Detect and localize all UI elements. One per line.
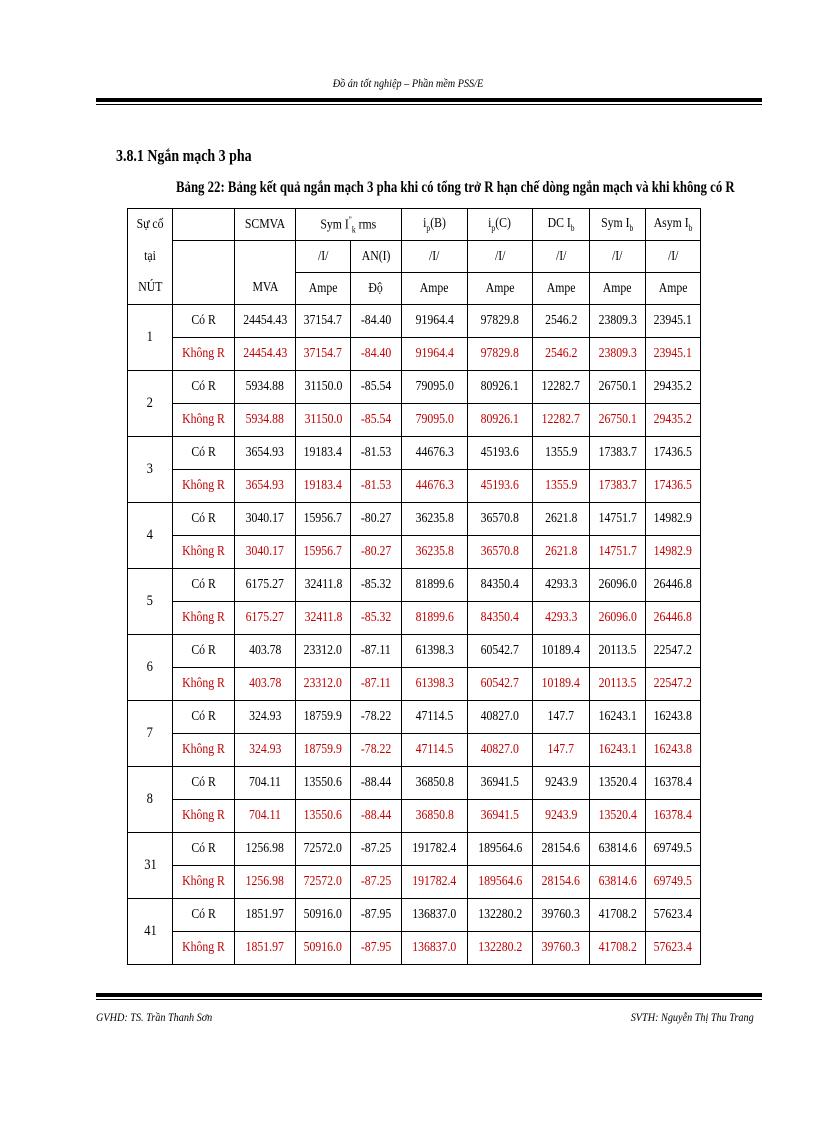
table-cell: 17383.7 [590,437,646,470]
table-cell: 45193.6 [468,470,533,503]
table-cell: 44676.3 [402,437,468,470]
table-cell: 4293.3 [533,569,590,602]
table-cell: 60542.7 [468,668,533,701]
table-cell: 60542.7 [468,635,533,668]
table-cell: -87.25 [351,866,402,899]
table-cell: 36570.8 [468,536,533,569]
table-cell: 9243.9 [533,767,590,800]
table-cell: 57623.4 [646,932,701,965]
table-cell: 17436.5 [646,437,701,470]
table-cell: 13550.6 [296,767,351,800]
table-cell: 20113.5 [590,635,646,668]
table-cell: 324.93 [235,734,296,767]
table-cell: 31150.0 [296,371,351,404]
col-ip-c: $i_p(C)$ [468,209,533,241]
table-cell: 81899.6 [402,569,468,602]
table-cell: 704.11 [235,767,296,800]
table-cell: 22547.2 [646,668,701,701]
label-without-r: Không R [173,932,235,965]
footer-rule-thin [96,999,762,1000]
footer-supervisor: GVHD: TS. Trần Thanh Sơn [96,1010,213,1024]
table-cell: 97829.8 [468,338,533,371]
table-cell: 47114.5 [402,734,468,767]
table-cell: 26750.1 [590,404,646,437]
table-cell: 19183.4 [296,437,351,470]
table-cell: 40827.0 [468,734,533,767]
bus-id: 5 [128,569,173,635]
table-cell: 1256.98 [235,833,296,866]
table-cell: 18759.9 [296,734,351,767]
table-cell: 16243.1 [590,734,646,767]
table-cell: 24454.43 [235,338,296,371]
page-header-title: Đồ án tốt nghiệp – Phần mềm PSS/E [332,76,484,90]
table-cell: 22547.2 [646,635,701,668]
table-cell: 14751.7 [590,536,646,569]
results-table [127,208,701,965]
table-cell: -85.32 [351,602,402,635]
table-cell: 36235.8 [402,503,468,536]
table-cell: 19183.4 [296,470,351,503]
label-with-r: Có R [173,899,235,932]
table-cell: -80.27 [351,536,402,569]
table-cell: 2546.2 [533,338,590,371]
table-cell: 23945.1 [646,305,701,338]
table-cell: 14982.9 [646,536,701,569]
table-cell: 16243.8 [646,734,701,767]
table-cell: 41708.2 [590,899,646,932]
col-asym-ib: Asym $I_b$ [646,209,701,241]
table-cell: 16243.8 [646,701,701,734]
bus-id: 3 [128,437,173,503]
table-cell: 79095.0 [402,371,468,404]
table-cell: 24454.43 [235,305,296,338]
table-cell: -87.11 [351,635,402,668]
table-cell: 26096.0 [590,569,646,602]
table-cell: 97829.8 [468,305,533,338]
table-cell: 39760.3 [533,932,590,965]
table-cell: 17383.7 [590,470,646,503]
table-cell: 26096.0 [590,602,646,635]
table-cell: 47114.5 [402,701,468,734]
table-cell: 23809.3 [590,305,646,338]
fault-header: Sự cố [128,209,173,241]
table-cell: 12282.7 [533,371,590,404]
table-cell: -87.11 [351,668,402,701]
table-cell: 79095.0 [402,404,468,437]
table-row-without-r [128,800,701,833]
table-cell: 324.93 [235,701,296,734]
table-cell: 61398.3 [402,635,468,668]
table-cell: 4293.3 [533,602,590,635]
table-cell: 26446.8 [646,569,701,602]
table-cell: 191782.4 [402,866,468,899]
table-cell: 3040.17 [235,503,296,536]
label-with-r: Có R [173,569,235,602]
table-cell: 15956.7 [296,503,351,536]
table-cell: 16243.1 [590,701,646,734]
table-cell: 191782.4 [402,833,468,866]
table-row-with-r [128,569,701,602]
table-cell: 50916.0 [296,899,351,932]
table-cell: 63814.6 [590,833,646,866]
bus-id: 2 [128,371,173,437]
label-without-r: Không R [173,470,235,503]
table-row-with-r [128,371,701,404]
header-rule-thick [96,98,762,102]
table-cell: 80926.1 [468,371,533,404]
table-cell: 189564.6 [468,866,533,899]
table-row-without-r [128,932,701,965]
table-row-with-r [128,305,701,338]
table-cell: 189564.6 [468,833,533,866]
header-row-1 [128,209,701,241]
table-cell: 23945.1 [646,338,701,371]
label-with-r: Có R [173,635,235,668]
table-cell: 16378.4 [646,800,701,833]
bus-id: 6 [128,635,173,701]
table-cell: 3654.93 [235,437,296,470]
table-cell: 13520.4 [590,767,646,800]
label-with-r: Có R [173,503,235,536]
table-cell: 50916.0 [296,932,351,965]
label-without-r: Không R [173,866,235,899]
table-cell: 36941.5 [468,767,533,800]
table-row-without-r [128,866,701,899]
table-cell: 15956.7 [296,536,351,569]
label-without-r: Không R [173,668,235,701]
table-cell: 84350.4 [468,602,533,635]
table-cell: 13520.4 [590,800,646,833]
table-row-with-r [128,437,701,470]
label-with-r: Có R [173,305,235,338]
col-scmva: SCMVA [235,209,296,241]
table-cell: 41708.2 [590,932,646,965]
table-cell: 28154.6 [533,866,590,899]
table-cell: 44676.3 [402,470,468,503]
table-cell: 3654.93 [235,470,296,503]
table-cell: 2546.2 [533,305,590,338]
label-with-r: Có R [173,833,235,866]
table-row-with-r [128,899,701,932]
col-ip-b: $i_p(B)$ [402,209,468,241]
label-without-r: Không R [173,536,235,569]
label-with-r: Có R [173,371,235,404]
table-cell: -87.95 [351,899,402,932]
table-cell: 36941.5 [468,800,533,833]
table-cell: 10189.4 [533,668,590,701]
table-cell: 9243.9 [533,800,590,833]
table-cell: 37154.7 [296,305,351,338]
bus-id: 7 [128,701,173,767]
label-without-r: Không R [173,404,235,437]
table-cell: -87.95 [351,932,402,965]
table-cell: 16378.4 [646,767,701,800]
table-cell: 147.7 [533,701,590,734]
table-row-without-r [128,668,701,701]
table-cell: 29435.2 [646,371,701,404]
table-cell: -81.53 [351,470,402,503]
label-with-r: Có R [173,701,235,734]
table-cell: 80926.1 [468,404,533,437]
table-cell: 36570.8 [468,503,533,536]
table-cell: 10189.4 [533,635,590,668]
table-cell: 40827.0 [468,701,533,734]
table-cell: -84.40 [351,305,402,338]
table-cell: 403.78 [235,635,296,668]
table-cell: -81.53 [351,437,402,470]
table-cell: -78.22 [351,734,402,767]
table-cell: 2621.8 [533,503,590,536]
table-cell: -85.54 [351,371,402,404]
header-row-3: NÚT MVA Ampe Độ Ampe Ampe Ampe Ampe Ampe [128,273,701,305]
table-cell: 23809.3 [590,338,646,371]
label-with-r: Có R [173,767,235,800]
table-cell: 18759.9 [296,701,351,734]
table-cell: 13550.6 [296,800,351,833]
table-cell: 61398.3 [402,668,468,701]
table-cell: 6175.27 [235,602,296,635]
table-cell: 91964.4 [402,305,468,338]
table-cell: 1851.97 [235,932,296,965]
table-cell: -88.44 [351,767,402,800]
table-cell: 5934.88 [235,371,296,404]
table-cell: -85.54 [351,404,402,437]
bus-id: 4 [128,503,173,569]
table-row-without-r [128,470,701,503]
label-without-r: Không R [173,800,235,833]
table-row-without-r [128,338,701,371]
table-cell: 1256.98 [235,866,296,899]
table-row-with-r [128,635,701,668]
table-cell: 72572.0 [296,833,351,866]
table-cell: -80.27 [351,503,402,536]
table-cell: 84350.4 [468,569,533,602]
table-cell: 17436.5 [646,470,701,503]
table-row-without-r [128,404,701,437]
table-cell: 23312.0 [296,668,351,701]
table-cell: 26446.8 [646,602,701,635]
table-cell: 63814.6 [590,866,646,899]
table-cell: 69749.5 [646,866,701,899]
table-cell: 136837.0 [402,932,468,965]
table-cell: 57623.4 [646,899,701,932]
col-sym-ib: Sym $I_b$ [590,209,646,241]
table-cell: 32411.8 [296,569,351,602]
table-row-with-r [128,503,701,536]
table-cell: 36850.8 [402,767,468,800]
table-cell: 45193.6 [468,437,533,470]
table-cell: 69749.5 [646,833,701,866]
table-cell: 29435.2 [646,404,701,437]
table-row-with-r [128,833,701,866]
table-row-with-r [128,701,701,734]
table-cell: 39760.3 [533,899,590,932]
table-cell: 136837.0 [402,899,468,932]
table-cell: 147.7 [533,734,590,767]
table-caption: Bảng 22: Bảng kết quả ngắn mạch 3 pha khi có tổng trở R hạn chế dòng ngắn mạch và khi không có R [176,179,735,196]
table-row-without-r [128,602,701,635]
bus-id: 1 [128,305,173,371]
table-cell: -84.40 [351,338,402,371]
table-cell: -85.32 [351,569,402,602]
bus-id: 8 [128,767,173,833]
table-cell: 704.11 [235,800,296,833]
label-without-r: Không R [173,338,235,371]
table-cell: 3040.17 [235,536,296,569]
table-cell: 12282.7 [533,404,590,437]
table-cell: 403.78 [235,668,296,701]
table-cell: 14982.9 [646,503,701,536]
label-without-r: Không R [173,602,235,635]
col-dc-ib: DC $I_b$ [533,209,590,241]
table-cell: 14751.7 [590,503,646,536]
bus-id: 31 [128,833,173,899]
table-cell: 36850.8 [402,800,468,833]
footer-student: SVTH: Nguyễn Thị Thu Trang [631,1010,754,1024]
table-cell: -87.25 [351,833,402,866]
col-sym-rms: Sym $I^"_k$ rms [296,209,402,241]
header-row-2: tại /I/ AN(I) /I/ /I/ /I/ /I/ /I/ [128,241,701,273]
table-cell: 132280.2 [468,899,533,932]
bus-id: 41 [128,899,173,965]
table-cell: 1355.9 [533,470,590,503]
header-rule-thin [96,104,762,105]
table-cell: 91964.4 [402,338,468,371]
table-cell: 36235.8 [402,536,468,569]
table-cell: 6175.27 [235,569,296,602]
table-row-with-r [128,767,701,800]
table-cell: 32411.8 [296,602,351,635]
table-cell: 31150.0 [296,404,351,437]
footer-rule-thick [96,993,762,997]
table-row-without-r [128,734,701,767]
table-cell: -88.44 [351,800,402,833]
table-cell: 28154.6 [533,833,590,866]
label-without-r: Không R [173,734,235,767]
section-heading: 3.8.1 Ngắn mạch 3 pha [116,146,252,165]
table-cell: -78.22 [351,701,402,734]
table-cell: 72572.0 [296,866,351,899]
table-cell: 20113.5 [590,668,646,701]
table-cell: 37154.7 [296,338,351,371]
label-with-r: Có R [173,437,235,470]
table-cell: 1851.97 [235,899,296,932]
table-cell: 2621.8 [533,536,590,569]
table-cell: 23312.0 [296,635,351,668]
table-cell: 81899.6 [402,602,468,635]
table-cell: 5934.88 [235,404,296,437]
table-cell: 132280.2 [468,932,533,965]
table-cell: 26750.1 [590,371,646,404]
table-cell: 1355.9 [533,437,590,470]
table-row-without-r [128,536,701,569]
